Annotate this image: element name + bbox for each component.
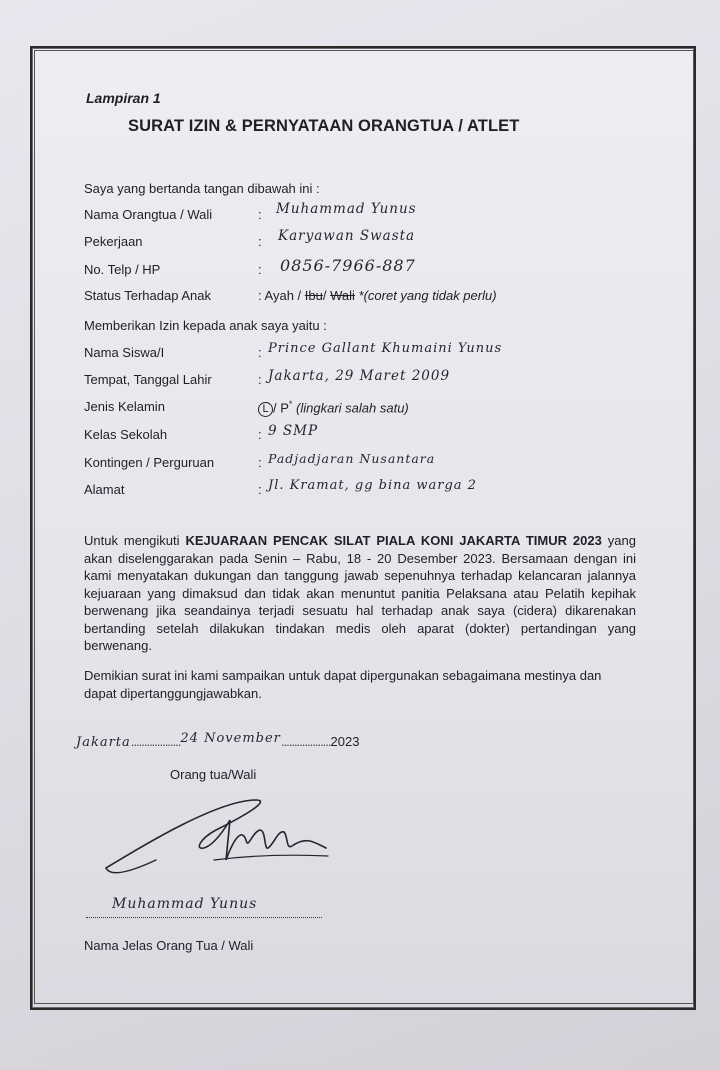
sign-date: 24 November: [180, 731, 281, 746]
colon: :: [258, 482, 262, 497]
colon: :: [258, 234, 262, 249]
signer-role: Orang tua/Wali: [170, 767, 257, 782]
field-value-birth: Jakarta, 29 Maret 2009: [268, 368, 451, 384]
handwritten-signature: [96, 790, 336, 880]
field-label-occupation: Pekerjaan: [84, 234, 143, 249]
field-value-address: Jl. Kramat, gg bina warga 2: [268, 478, 477, 493]
field-value-contingent: Padjadjaran Nusantara: [268, 451, 436, 466]
colon: :: [258, 207, 262, 222]
signature-date-line: Jakarta...................24 November...................2023: [76, 731, 360, 750]
colon: :: [258, 455, 262, 470]
sign-place: Jakarta: [76, 735, 131, 750]
child-intro: Memberikan Izin kepada anak saya yaitu :: [84, 318, 327, 333]
gender-l-circled: L: [258, 402, 273, 417]
field-value-class: 9 SMP: [268, 423, 319, 439]
field-value-parent-name: Muhammad Yunus: [276, 201, 417, 217]
status-options: : Ayah / Ibu/ Wali *(coret yang tidak perlu): [258, 288, 497, 303]
parent-intro: Saya yang bertanda tangan dibawah ini :: [84, 181, 320, 196]
name-line: [86, 916, 322, 918]
field-label-student-name: Nama Siswa/I: [84, 345, 165, 360]
colon: :: [258, 372, 262, 387]
field-label-parent-name: Nama Orangtua / Wali: [84, 207, 213, 222]
colon: :: [258, 345, 262, 360]
field-value-student-name: Prince Gallant Khumaini Yunus: [268, 341, 503, 356]
field-label-gender: Jenis Kelamin: [84, 399, 165, 414]
printed-signer-name: Muhammad Yunus: [112, 896, 258, 912]
closing-paragraph: Demikian surat ini kami sampaikan untuk dapat dipergunakan sebagaimana mestinya dan dapat dipertanggungjawabkan.: [84, 668, 602, 701]
sign-year: 2023: [330, 734, 360, 749]
document-title: SURAT IZIN & PERNYATAAN ORANGTUA / ATLET: [128, 117, 520, 135]
field-label-phone: No. Telp / HP: [84, 262, 161, 277]
colon: :: [258, 427, 262, 442]
event-name: KEJUARAAN PENCAK SILAT PIALA KONI JAKARTA TIMUR 2023: [185, 533, 602, 548]
field-value-occupation: Karyawan Swasta: [278, 228, 416, 244]
field-label-contingent: Kontingen / Perguruan: [84, 455, 215, 470]
field-label-status: Status Terhadap Anak: [84, 288, 211, 303]
gender-options: L / P* (lingkari salah satu): [258, 399, 409, 417]
field-label-birth: Tempat, Tanggal Lahir: [84, 372, 212, 387]
field-value-phone: 0856-7966-887: [280, 256, 416, 275]
colon: :: [258, 262, 262, 277]
appendix-label: Lampiran 1: [86, 90, 161, 106]
field-label-class: Kelas Sekolah: [84, 427, 168, 442]
name-caption: Nama Jelas Orang Tua / Wali: [84, 938, 254, 953]
field-label-address: Alamat: [84, 482, 125, 497]
statement-paragraph: Untuk mengikuti KEJUARAAN PENCAK SILAT PIALA KONI JAKARTA TIMUR 2023 yang akan diselenggarakan pada Senin – Rabu, 18 - 20 Desember 2023. Bersamaan dengan ini kami menyatakan dukungan dan tanggung jawab sepenuhnya terhadap kelancaran jalannya kejuaraan yang dimaksud dan tidak akan menuntut panitia Pelaksana atau Pelatih kepihak berwenang jika seandainya terjadi sesuatu hal terhadap anak saya (cidera) dikarenakan bertanding setelah dilakukan tindakan medis oleh aparat (dokter) pertandingan yang berwenang.: [84, 533, 636, 653]
